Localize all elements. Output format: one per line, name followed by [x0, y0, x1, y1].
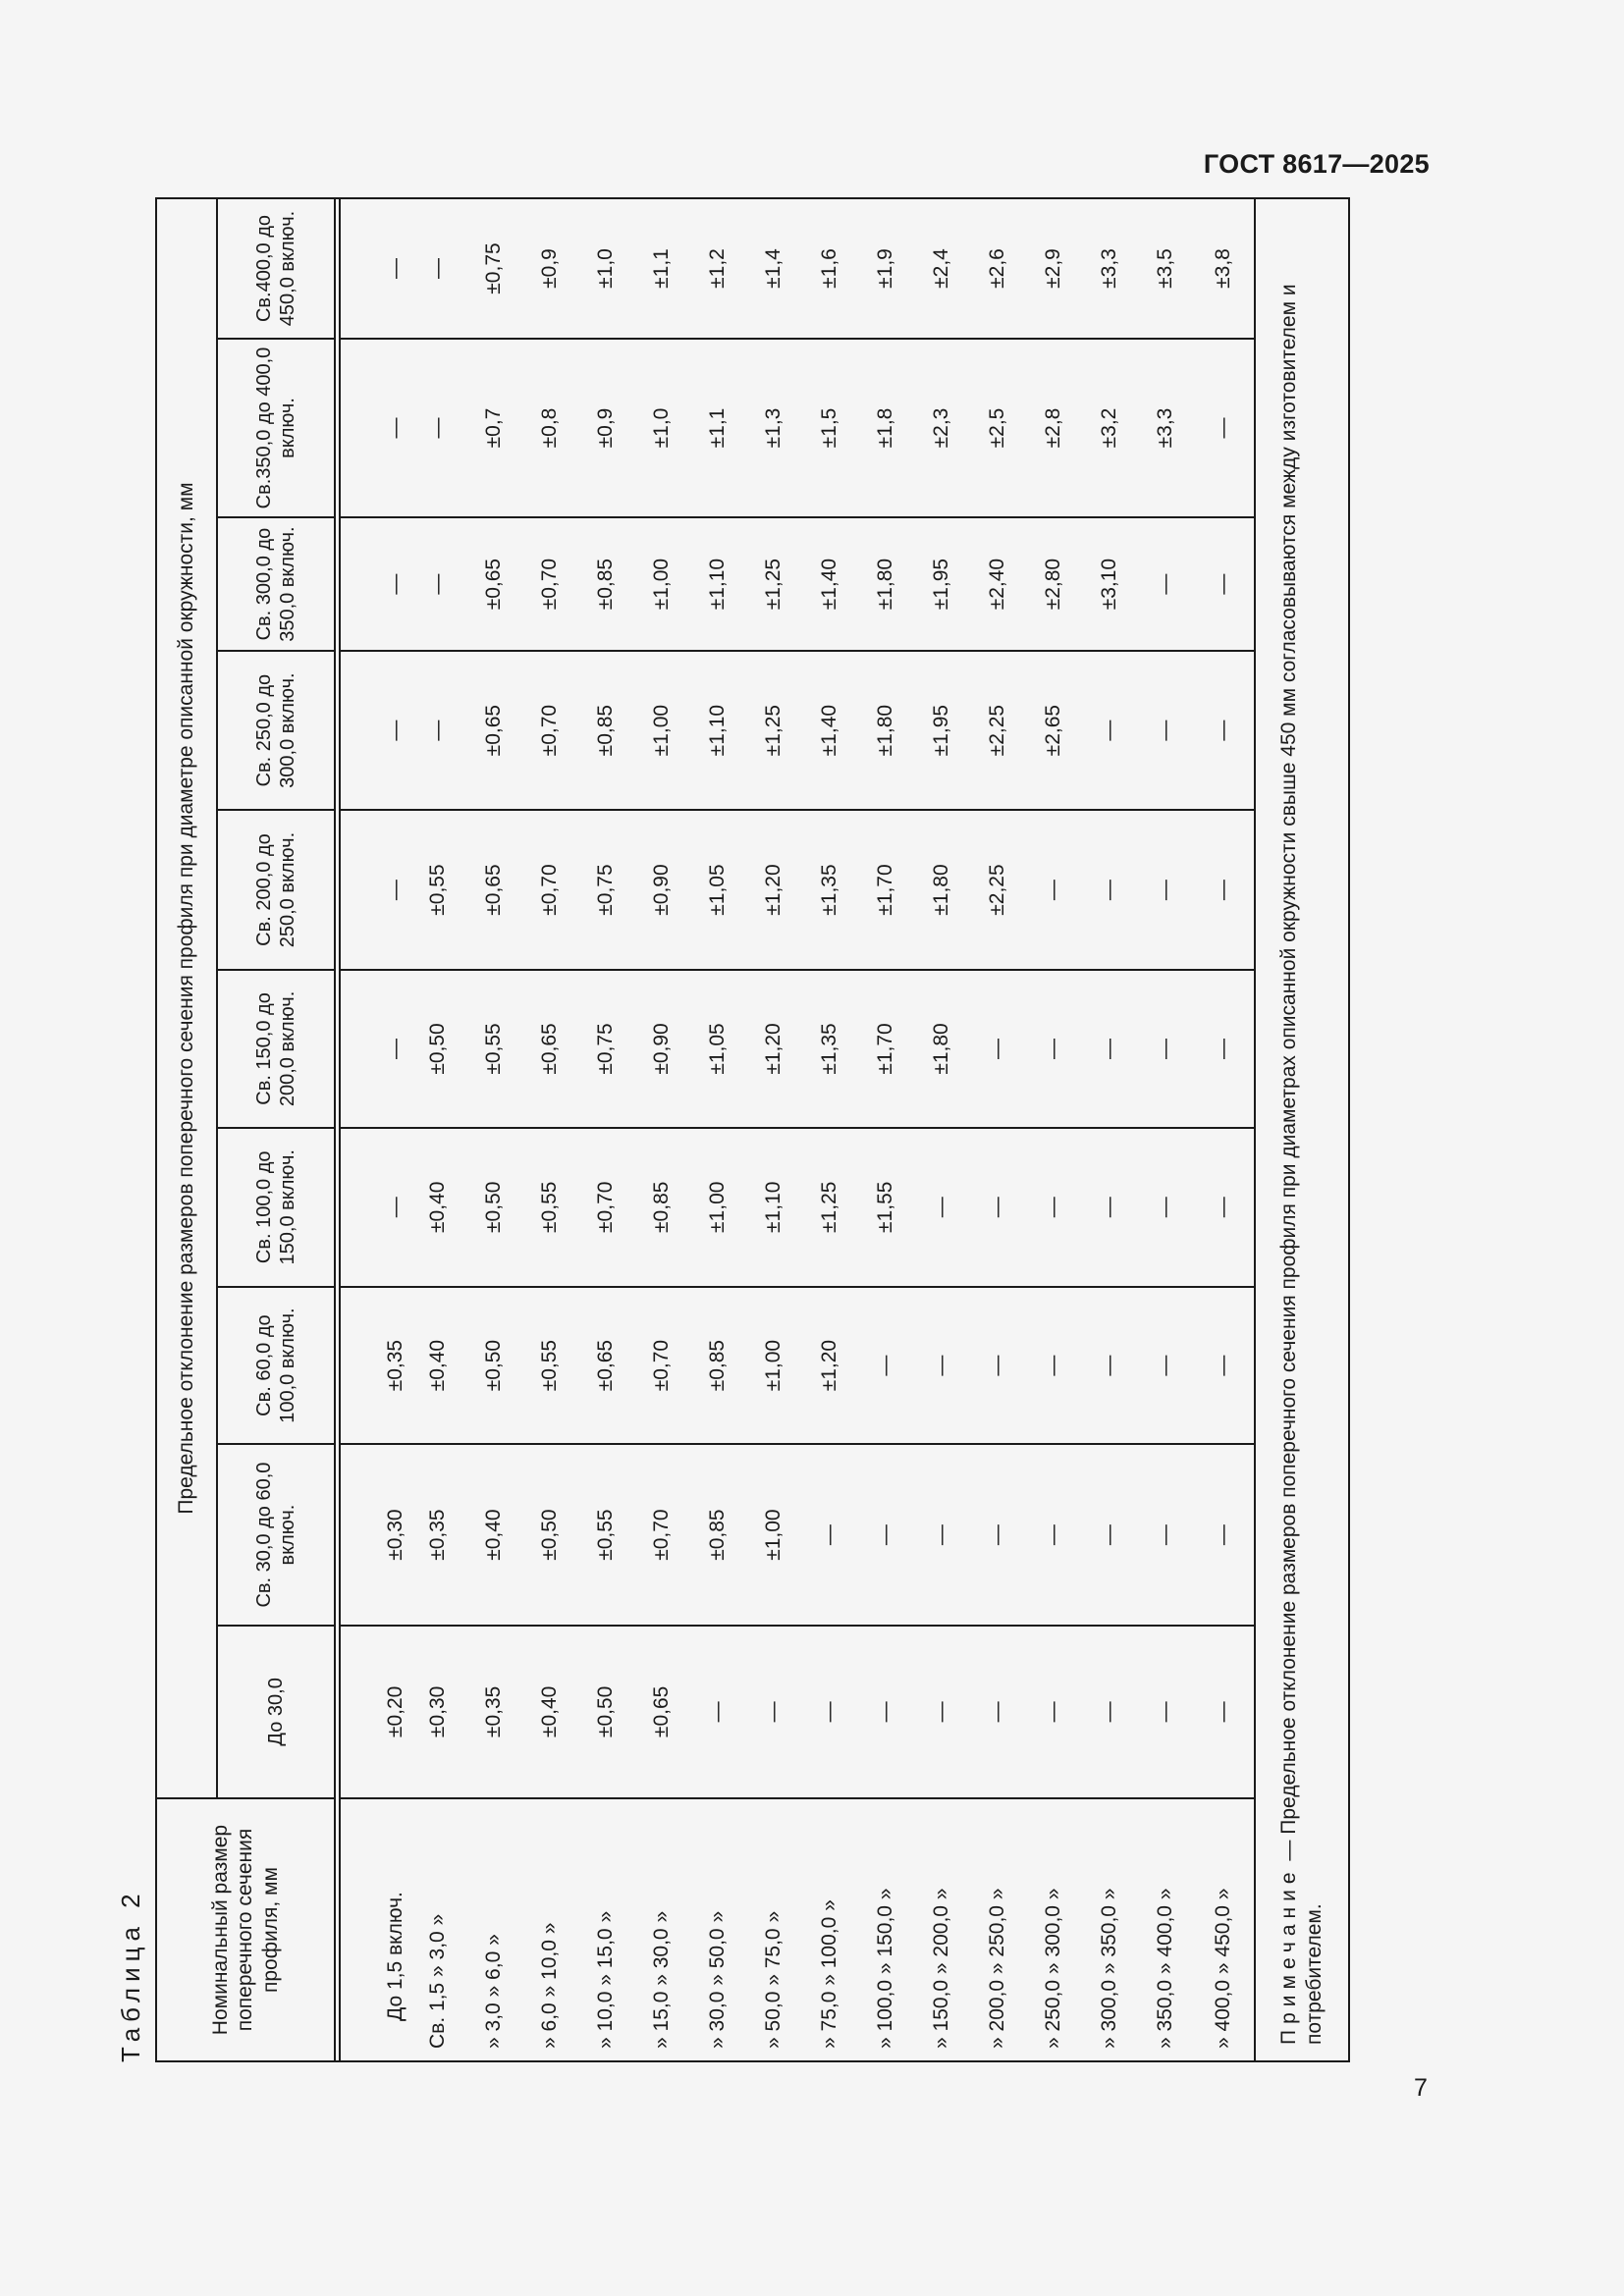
- deviation-cell: ±1,00: [689, 1128, 745, 1287]
- standard-designation: ГОСТ 8617—2025: [1203, 149, 1430, 179]
- deviation-cell: —: [913, 1128, 969, 1287]
- deviation-cell: —: [913, 1626, 969, 1798]
- table-row: [857, 198, 913, 2061]
- deviation-cell: ±1,40: [801, 651, 857, 810]
- deviation-cell: —: [1081, 1626, 1137, 1798]
- deviation-cell: —: [1081, 810, 1137, 970]
- deviation-cell: ±0,85: [633, 1128, 689, 1287]
- deviation-cell: —: [1081, 651, 1137, 810]
- deviation-cell: ±3,3: [1081, 198, 1137, 339]
- deviation-cell: —: [1137, 1128, 1193, 1287]
- deviation-cell: —: [969, 1626, 1025, 1798]
- deviation-cell: ±0,65: [521, 970, 577, 1128]
- deviation-cell: ±3,3: [1137, 339, 1193, 517]
- deviation-cell: ±1,8: [857, 339, 913, 517]
- deviation-cell: —: [1193, 1626, 1255, 1798]
- deviation-cell: ±0,75: [577, 810, 633, 970]
- nominal-size-cell: » 6,0 » 10,0 »: [521, 1798, 577, 2061]
- deviation-cell: —: [1025, 1128, 1081, 1287]
- deviation-cell: —: [409, 651, 465, 810]
- deviation-cell: ±1,3: [745, 339, 801, 517]
- column-header: Св. 200,0 до 250,0 включ.: [217, 810, 335, 970]
- table-row: [633, 198, 689, 2061]
- deviation-cell: —: [801, 1444, 857, 1625]
- nominal-size-cell: » 15,0 » 30,0 »: [633, 1798, 689, 2061]
- tolerance-table: [155, 197, 1350, 2062]
- deviation-cell: ±0,30: [409, 1626, 465, 1798]
- deviation-cell: ±0,55: [521, 1287, 577, 1445]
- deviation-cell: ±1,25: [745, 651, 801, 810]
- deviation-cell: ±0,70: [633, 1444, 689, 1625]
- deviation-cell: ±1,2: [689, 198, 745, 339]
- deviation-cell: ±1,4: [745, 198, 801, 339]
- deviation-cell: —: [969, 1128, 1025, 1287]
- deviation-cell: —: [1137, 517, 1193, 651]
- deviation-cell: —: [340, 810, 409, 970]
- nominal-size-cell: До 1,5 включ.: [340, 1798, 409, 2061]
- deviation-cell: —: [857, 1444, 913, 1625]
- deviation-cell: ±1,10: [689, 651, 745, 810]
- deviation-cell: ±1,1: [633, 198, 689, 339]
- deviation-cell: ±1,00: [745, 1444, 801, 1625]
- deviation-cell: ±2,80: [1025, 517, 1081, 651]
- deviation-cell: —: [340, 1128, 409, 1287]
- deviation-cell: ±1,25: [745, 517, 801, 651]
- deviation-cell: —: [857, 1287, 913, 1445]
- nominal-size-cell: » 400,0 » 450,0 »: [1193, 1798, 1255, 2061]
- deviation-cell: —: [1137, 810, 1193, 970]
- deviation-cell: ±1,00: [633, 517, 689, 651]
- table-row: [1193, 198, 1255, 2061]
- deviation-cell: —: [1193, 651, 1255, 810]
- deviation-cell: —: [1193, 339, 1255, 517]
- column-header: Св. 150,0 до 200,0 включ.: [217, 970, 335, 1128]
- column-header: Св. 300,0 до 350,0 включ.: [217, 517, 335, 651]
- deviation-cell: —: [340, 651, 409, 810]
- deviation-cell: ±0,70: [521, 517, 577, 651]
- deviation-cell: ±0,70: [521, 810, 577, 970]
- page-number: 7: [1414, 2074, 1428, 2102]
- deviation-cell: ±0,70: [633, 1287, 689, 1445]
- column-header: Св. 60,0 до 100,0 включ.: [217, 1287, 335, 1445]
- deviation-cell: —: [1193, 810, 1255, 970]
- deviation-cell: ±0,85: [689, 1287, 745, 1445]
- table-row: [689, 198, 745, 2061]
- nominal-size-cell: Св. 1,5 » 3,0 »: [409, 1798, 465, 2061]
- table-row: [969, 198, 1025, 2061]
- deviation-cell: —: [1137, 1287, 1193, 1445]
- deviation-cell: ±1,10: [689, 517, 745, 651]
- deviation-cell: ±0,50: [465, 1287, 521, 1445]
- deviation-cell: —: [1137, 1444, 1193, 1625]
- deviation-cell: —: [1081, 970, 1137, 1128]
- deviation-cell: ±1,70: [857, 810, 913, 970]
- table-row: [801, 198, 857, 2061]
- deviation-cell: —: [340, 517, 409, 651]
- deviation-cell: ±0,50: [521, 1444, 577, 1625]
- nominal-size-cell: » 350,0 » 400,0 »: [1137, 1798, 1193, 2061]
- deviation-cell: —: [1025, 1444, 1081, 1625]
- deviation-cell: ±0,55: [465, 970, 521, 1128]
- deviation-cell: ±0,35: [409, 1444, 465, 1625]
- deviation-cell: ±0,50: [465, 1128, 521, 1287]
- deviation-cell: —: [340, 339, 409, 517]
- deviation-cell: —: [1193, 1287, 1255, 1445]
- deviation-cell: ±0,70: [521, 651, 577, 810]
- deviation-cell: ±0,85: [689, 1444, 745, 1625]
- deviation-cell: ±1,80: [913, 970, 969, 1128]
- deviation-cell: ±0,65: [577, 1287, 633, 1445]
- deviation-cell: ±1,6: [801, 198, 857, 339]
- deviation-cell: ±0,40: [409, 1128, 465, 1287]
- deviation-cell: ±2,65: [1025, 651, 1081, 810]
- table-row: [1025, 198, 1081, 2061]
- nominal-size-cell: » 30,0 » 50,0 »: [689, 1798, 745, 2061]
- deviation-cell: —: [857, 1626, 913, 1798]
- deviation-cell: —: [1193, 970, 1255, 1128]
- deviation-cell: ±1,0: [577, 198, 633, 339]
- deviation-cell: —: [801, 1626, 857, 1798]
- deviation-cell: ±1,80: [913, 810, 969, 970]
- table-note: [1255, 198, 1349, 2061]
- deviation-cell: ±1,95: [913, 651, 969, 810]
- deviation-cell: ±0,40: [409, 1287, 465, 1445]
- table-row: [521, 198, 577, 2061]
- deviation-cell: ±1,35: [801, 810, 857, 970]
- deviation-cell: ±1,20: [745, 810, 801, 970]
- deviation-cell: —: [913, 1444, 969, 1625]
- deviation-cell: ±1,05: [689, 970, 745, 1128]
- nominal-size-cell: » 50,0 » 75,0 »: [745, 1798, 801, 2061]
- deviation-cell: —: [1025, 1287, 1081, 1445]
- deviation-cell: ±3,10: [1081, 517, 1137, 651]
- table-row: [1137, 198, 1193, 2061]
- deviation-cell: ±1,00: [745, 1287, 801, 1445]
- column-header: До 30,0: [217, 1626, 335, 1798]
- column-header: Св.400,0 до 450,0 включ.: [217, 198, 335, 339]
- deviation-cell: —: [1137, 1626, 1193, 1798]
- deviation-cell: —: [1081, 1287, 1137, 1445]
- deviation-cell: ±2,9: [1025, 198, 1081, 339]
- column-header: Св. 30,0 до 60,0 включ.: [217, 1444, 335, 1625]
- deviation-cell: ±0,35: [340, 1287, 409, 1445]
- table-row: [745, 198, 801, 2061]
- deviation-cell: ±1,80: [857, 651, 913, 810]
- deviation-cell: —: [1081, 1128, 1137, 1287]
- table-row: [1081, 198, 1137, 2061]
- nominal-size-cell: » 200,0 » 250,0 »: [969, 1798, 1025, 2061]
- deviation-cell: ±1,05: [689, 810, 745, 970]
- nominal-size-cell: » 3,0 » 6,0 »: [465, 1798, 521, 2061]
- deviation-cell: ±0,35: [465, 1626, 521, 1798]
- deviation-cell: ±2,5: [969, 339, 1025, 517]
- deviation-cell: ±2,6: [969, 198, 1025, 339]
- deviation-cell: ±1,40: [801, 517, 857, 651]
- deviation-cell: ±0,65: [465, 651, 521, 810]
- deviation-cell: ±1,95: [913, 517, 969, 651]
- deviation-cell: ±0,75: [577, 970, 633, 1128]
- deviation-cell: ±1,80: [857, 517, 913, 651]
- deviation-cell: —: [969, 1444, 1025, 1625]
- deviation-cell: ±0,30: [340, 1444, 409, 1625]
- nominal-size-cell: » 100,0 » 150,0 »: [857, 1798, 913, 2061]
- deviation-cell: ±1,20: [801, 1287, 857, 1445]
- deviation-cell: ±1,1: [689, 339, 745, 517]
- deviation-cell: ±0,75: [465, 198, 521, 339]
- deviation-cell: ±2,8: [1025, 339, 1081, 517]
- table-row: [340, 198, 409, 2061]
- deviation-cell: ±2,25: [969, 810, 1025, 970]
- deviation-cell: ±1,35: [801, 970, 857, 1128]
- nominal-size-cell: » 10,0 » 15,0 »: [577, 1798, 633, 2061]
- deviation-cell: ±0,50: [409, 970, 465, 1128]
- deviation-cell: ±0,40: [465, 1444, 521, 1625]
- deviation-cell: —: [1025, 810, 1081, 970]
- nominal-size-header: Номинальный размер поперечного сечения профиля, мм: [156, 1798, 335, 2061]
- deviation-cell: ±2,4: [913, 198, 969, 339]
- column-header: Св. 100,0 до 150,0 включ.: [217, 1128, 335, 1287]
- nominal-size-cell: » 300,0 » 350,0 »: [1081, 1798, 1137, 2061]
- table-row: [577, 198, 633, 2061]
- deviation-cell: ±0,65: [633, 1626, 689, 1798]
- column-header: Св. 250,0 до 300,0 включ.: [217, 651, 335, 810]
- deviation-cell: ±1,20: [745, 970, 801, 1128]
- deviation-cell: —: [689, 1626, 745, 1798]
- deviation-cell: ±0,90: [633, 810, 689, 970]
- deviation-cell: ±0,65: [465, 810, 521, 970]
- deviation-group-header: Предельное отклонение размеров поперечного сечения профиля при диаметре описанной окружности, мм: [156, 198, 217, 1798]
- deviation-cell: ±0,65: [465, 517, 521, 651]
- table-caption: Таблица 2: [116, 1888, 145, 2062]
- deviation-cell: ±1,70: [857, 970, 913, 1128]
- deviation-cell: —: [1025, 970, 1081, 1128]
- deviation-cell: ±0,7: [465, 339, 521, 517]
- deviation-cell: ±0,90: [633, 970, 689, 1128]
- deviation-cell: ±0,20: [340, 1626, 409, 1798]
- deviation-cell: ±1,00: [633, 651, 689, 810]
- deviation-cell: ±3,5: [1137, 198, 1193, 339]
- column-header: Св.350,0 до 400,0 включ.: [217, 339, 335, 517]
- deviation-cell: ±1,55: [857, 1128, 913, 1287]
- deviation-cell: —: [969, 970, 1025, 1128]
- nominal-size-cell: » 75,0 » 100,0 »: [801, 1798, 857, 2061]
- deviation-cell: —: [913, 1287, 969, 1445]
- deviation-cell: ±1,10: [745, 1128, 801, 1287]
- deviation-cell: ±1,9: [857, 198, 913, 339]
- deviation-cell: ±0,85: [577, 651, 633, 810]
- table-row: [913, 198, 969, 2061]
- deviation-cell: —: [409, 339, 465, 517]
- note-lead: Примечание: [1276, 1866, 1300, 2045]
- deviation-cell: —: [409, 198, 465, 339]
- deviation-cell: ±0,70: [577, 1128, 633, 1287]
- deviation-cell: ±3,8: [1193, 198, 1255, 339]
- deviation-cell: ±2,25: [969, 651, 1025, 810]
- deviation-cell: —: [340, 970, 409, 1128]
- deviation-cell: —: [409, 517, 465, 651]
- nominal-size-cell: » 150,0 » 200,0 »: [913, 1798, 969, 2061]
- deviation-cell: ±0,85: [577, 517, 633, 651]
- deviation-cell: —: [340, 198, 409, 339]
- rotated-table-block: [116, 197, 1333, 2062]
- deviation-cell: ±0,9: [577, 339, 633, 517]
- nominal-size-cell: » 250,0 » 300,0 »: [1025, 1798, 1081, 2061]
- table-row: [465, 198, 521, 2061]
- deviation-cell: ±0,50: [577, 1626, 633, 1798]
- deviation-cell: ±0,8: [521, 339, 577, 517]
- deviation-cell: ±1,5: [801, 339, 857, 517]
- deviation-cell: —: [1193, 517, 1255, 651]
- deviation-cell: —: [745, 1626, 801, 1798]
- deviation-cell: —: [1137, 651, 1193, 810]
- deviation-cell: ±0,55: [521, 1128, 577, 1287]
- deviation-cell: ±0,55: [409, 810, 465, 970]
- deviation-cell: —: [969, 1287, 1025, 1445]
- deviation-cell: ±0,40: [521, 1626, 577, 1798]
- deviation-cell: ±1,0: [633, 339, 689, 517]
- deviation-cell: —: [1025, 1626, 1081, 1798]
- deviation-cell: —: [1081, 1444, 1137, 1625]
- deviation-cell: ±2,3: [913, 339, 969, 517]
- note-text: — Предельное отклонение размеров поперечного сечения профиля при диаметрах описанной окружности свыше 450 мм согласовываются между изготовителем и потребителем.: [1276, 284, 1326, 2045]
- table-row: [409, 198, 465, 2061]
- deviation-cell: —: [1193, 1128, 1255, 1287]
- deviation-cell: ±1,25: [801, 1128, 857, 1287]
- deviation-cell: —: [1193, 1444, 1255, 1625]
- deviation-cell: ±3,2: [1081, 339, 1137, 517]
- deviation-cell: ±0,9: [521, 198, 577, 339]
- deviation-cell: —: [1137, 970, 1193, 1128]
- deviation-cell: ±0,55: [577, 1444, 633, 1625]
- deviation-cell: ±2,40: [969, 517, 1025, 651]
